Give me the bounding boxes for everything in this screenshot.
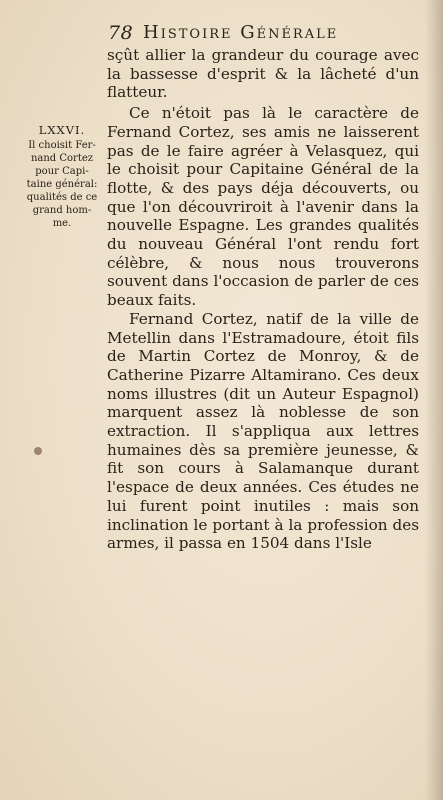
margin-note-line: me. [52, 218, 72, 229]
page-header [0, 20, 443, 46]
paragraph: sçût allier la grandeur du courage avec la bassesse d'esprit & la lâcheté d'un flatteur. [107, 46, 419, 102]
paragraph: Ce n'étoit pas là le caractère de Fernand Cortez, ses amis ne laisserent pas de le faire agréer à Velasquez, qui le choisit pour Capitaine Général de la flotte, & des pays déja découverts, ou que l'on découvriroit à l'avenir dans la nouvelle Espagne. Les grandes qualités du nouveau Général l'ont rendu fort célèbre, & nous nous trouverons souvent dans l'occasion de parler de ces beaux faits. [107, 104, 419, 310]
margin-note-line: nand Cortez [30, 153, 94, 164]
margin-note-number: LXXVI. [38, 123, 86, 137]
margin-note-line: Il choisit Fer- [28, 140, 96, 151]
margin-note-line: pour Capi- [35, 166, 89, 177]
paragraph: Fernand Cortez, natif de la ville de Metellin dans l'Estramadoure, étoit fils de Martin Cortez de Monroy, & de Catherine Pizarre Altamirano. Ces deux noms illustres (dit un Auteur Espagnol) marquent assez là noblesse de son extraction. Il s'appliqua aux lettres humaines dès sa première jeunesse, & fit son cours à Salamanque durant l'espace de deux années. Ces études ne lui furent point inutiles : mais son inclination le portant à la profession des armes, il passa en 1504 dans l'Isle [107, 309, 419, 553]
margin-note-line: taine général: [26, 179, 98, 190]
margin-note-line: qualités de ce [26, 192, 98, 203]
page-number: 78 [108, 22, 134, 44]
margin-note-line: grand hom- [32, 205, 92, 216]
ink-smudge [34, 447, 42, 455]
body-text [107, 46, 419, 553]
running-title: Histoire Générale [143, 22, 339, 43]
margin-note [21, 124, 103, 230]
binding-shadow [425, 0, 443, 800]
